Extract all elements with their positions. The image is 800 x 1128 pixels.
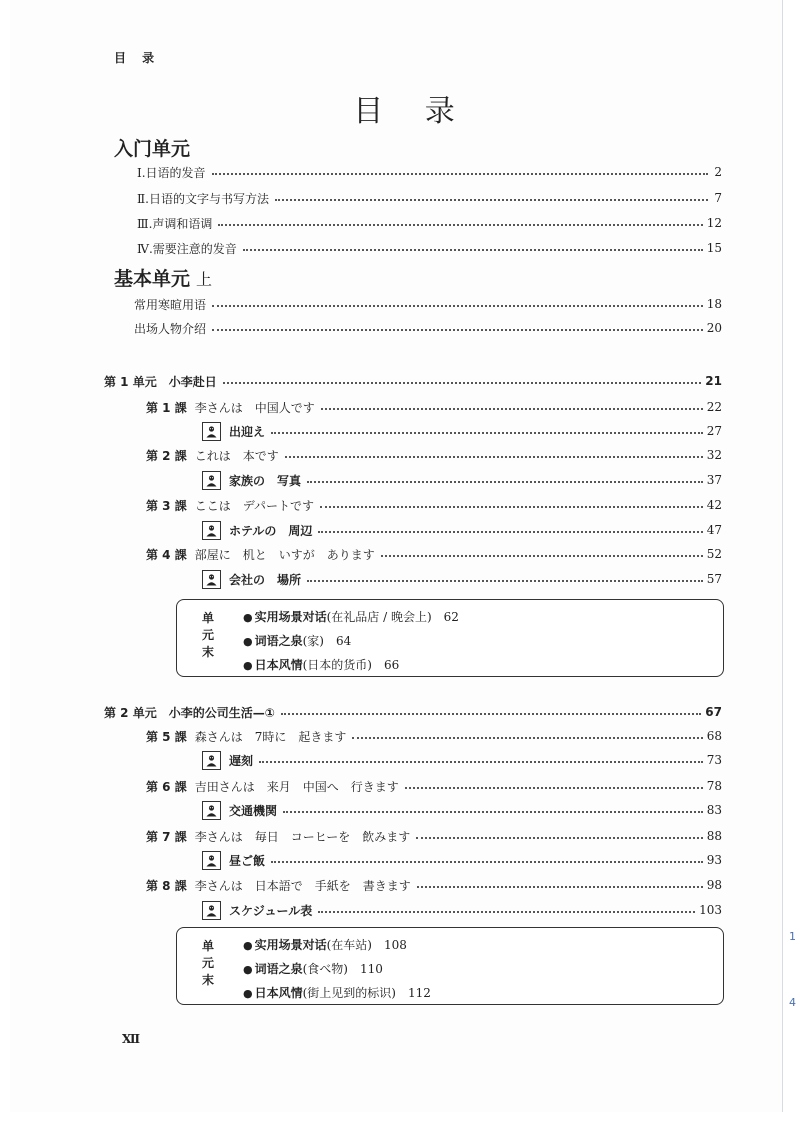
toc-entry[interactable] <box>10 163 722 181</box>
box-item-detail: (家) <box>302 634 324 648</box>
entry-label: Ⅱ.日语的文字与书写方法 <box>137 191 269 206</box>
toc-entry[interactable] <box>10 214 722 232</box>
lesson-title: 李さんは 日本語で 手紙を 書きます <box>194 878 411 893</box>
entry-page: 47 <box>706 523 722 537</box>
topic-title: 会社の 場所 <box>229 572 302 587</box>
entry-page: 7 <box>714 191 722 205</box>
leader-dots <box>212 305 703 307</box>
box-item[interactable] <box>243 656 399 673</box>
leader-dots <box>218 224 702 226</box>
box-item-page: 64 <box>336 634 352 648</box>
lesson-entry[interactable] <box>10 727 722 745</box>
lesson-entry[interactable] <box>10 398 722 416</box>
lesson-entry[interactable] <box>10 496 722 514</box>
leader-dots <box>283 811 703 813</box>
topic-title: スケジュール表 <box>229 903 313 918</box>
entry-page: 37 <box>706 473 722 487</box>
leader-dots <box>271 432 703 434</box>
bullet-icon: ● <box>243 659 253 672</box>
leader-dots <box>212 173 708 175</box>
entry-page: 20 <box>706 321 722 335</box>
lesson-entry[interactable] <box>10 827 722 845</box>
lesson-title: 吉田さんは 来月 中国へ 行きます <box>194 779 399 794</box>
lesson-title: これは 本です <box>194 448 279 463</box>
box-item-name: 日本风情 <box>254 658 303 672</box>
topic-title: 交通機関 <box>229 803 278 818</box>
toc-page <box>10 0 783 1112</box>
running-header: 目 录 <box>114 51 161 65</box>
topic-entry[interactable] <box>10 570 722 588</box>
unit-number: 第 1 单元 <box>104 374 157 389</box>
entry-page: 21 <box>705 374 722 388</box>
lesson-number: 第 6 課 <box>146 779 187 794</box>
entry-page: 88 <box>706 829 722 843</box>
lesson-number: 第 5 課 <box>146 729 187 744</box>
box-item-page: 110 <box>360 962 383 976</box>
lesson-entry[interactable] <box>10 545 722 563</box>
intro-section-title: 入门单元 <box>114 138 191 160</box>
entry-label: Ⅰ.日语的发音 <box>137 165 206 180</box>
entry-page: 57 <box>706 572 722 586</box>
topic-entry[interactable] <box>10 901 722 919</box>
edge-marker: 4 <box>789 996 796 1009</box>
unit-heading[interactable] <box>10 703 722 721</box>
lesson-entry[interactable] <box>10 876 722 894</box>
basic-section-title <box>114 264 212 291</box>
lesson-number: 第 7 課 <box>146 829 187 844</box>
entry-page: 32 <box>706 448 722 462</box>
entry-label: Ⅳ.需要注意的发音 <box>137 241 237 256</box>
box-item-page: 66 <box>384 658 400 672</box>
entry-page: 83 <box>706 803 722 817</box>
page-number: Ⅻ <box>122 1032 141 1046</box>
box-item-name: 日本风情 <box>254 986 303 1000</box>
leader-dots <box>259 761 703 763</box>
lesson-number: 第 3 課 <box>146 498 187 513</box>
box-item-name: 词语之泉 <box>254 962 303 976</box>
box-item-detail: (在礼品店 / 晚会上) <box>326 610 432 624</box>
box-item-page: 62 <box>443 610 459 624</box>
leader-dots <box>243 249 703 251</box>
leader-dots <box>223 382 702 384</box>
entry-page: 98 <box>706 878 722 892</box>
leader-dots <box>275 199 708 201</box>
bullet-icon: ● <box>243 963 253 976</box>
leader-dots <box>352 737 702 739</box>
leader-dots <box>285 456 703 458</box>
basic-title-sub: 上 <box>196 270 213 289</box>
lesson-title: 森さんは 7時に 起きます <box>194 729 347 744</box>
leader-dots <box>271 861 703 863</box>
lesson-entry[interactable] <box>10 777 722 795</box>
bullet-icon: ● <box>243 611 253 624</box>
box-item[interactable] <box>243 632 351 649</box>
box-item-detail: (日本的货币) <box>302 658 372 672</box>
lesson-title: ここは デパートです <box>194 498 314 513</box>
topic-title: ホテルの 周辺 <box>229 523 313 538</box>
unit-title: 小李赴日 <box>168 374 217 389</box>
box-item[interactable] <box>243 936 407 953</box>
person-icon <box>202 570 221 589</box>
box-item-page: 108 <box>384 938 407 952</box>
person-icon <box>202 471 221 490</box>
lesson-title: 李さんは 毎日 コーヒーを 飲みます <box>194 829 411 844</box>
leader-dots <box>320 506 703 508</box>
topic-entry[interactable] <box>10 851 722 869</box>
entry-page: 42 <box>706 498 722 512</box>
toc-entry[interactable] <box>10 189 722 207</box>
lesson-number: 第 1 課 <box>146 400 187 415</box>
topic-title: 遅刻 <box>229 753 254 768</box>
person-icon <box>202 521 221 540</box>
bullet-icon: ● <box>243 939 253 952</box>
lesson-entry[interactable] <box>10 446 722 464</box>
person-icon <box>202 901 221 920</box>
unit-number: 第 2 单元 <box>104 705 157 720</box>
topic-entry[interactable] <box>10 801 722 819</box>
toc-entry[interactable] <box>10 319 722 337</box>
lesson-title: 部屋に 机と いすが あります <box>194 547 375 562</box>
box-item[interactable] <box>243 984 431 1001</box>
box-item[interactable] <box>243 608 459 625</box>
leader-dots <box>381 555 703 557</box>
entry-page: 68 <box>706 729 722 743</box>
leader-dots <box>321 408 703 410</box>
leader-dots <box>405 787 703 789</box>
unit-end-box <box>176 927 724 1005</box>
topic-entry[interactable] <box>10 422 722 440</box>
entry-page: 78 <box>706 779 722 793</box>
leader-dots <box>417 886 703 888</box>
topic-entry[interactable] <box>10 471 722 489</box>
unit-end-box <box>176 599 724 677</box>
leader-dots <box>281 713 701 715</box>
entry-page: 18 <box>706 297 722 311</box>
basic-title-text: 基本单元 <box>114 268 191 290</box>
box-item-detail: (在车站) <box>326 938 372 952</box>
box-item-name: 实用场景对话 <box>254 610 327 624</box>
unit-title: 小李的公司生活—① <box>168 705 275 720</box>
entry-label: Ⅲ.声调和语调 <box>137 216 213 231</box>
page-title: 目 录 <box>353 94 471 129</box>
toc-entry[interactable] <box>10 239 722 257</box>
bullet-icon: ● <box>243 635 253 648</box>
person-icon <box>202 801 221 820</box>
leader-dots <box>416 837 702 839</box>
topic-entry[interactable] <box>10 521 722 539</box>
box-item-name: 词语之泉 <box>254 634 303 648</box>
person-icon <box>202 751 221 770</box>
entry-label: 出场人物介绍 <box>134 321 207 336</box>
topic-title: 昼ご飯 <box>229 853 266 868</box>
leader-dots <box>307 481 703 483</box>
entry-page: 67 <box>705 705 722 719</box>
bullet-icon: ● <box>243 987 253 1000</box>
toc-entry[interactable] <box>10 295 722 313</box>
entry-page: 22 <box>706 400 722 414</box>
topic-entry[interactable] <box>10 751 722 769</box>
lesson-number: 第 8 課 <box>146 878 187 893</box>
entry-page: 73 <box>706 753 722 767</box>
entry-page: 27 <box>706 424 722 438</box>
box-label: 单元末 <box>201 611 214 659</box>
leader-dots <box>212 329 703 331</box>
topic-title: 家族の 写真 <box>229 473 302 488</box>
entry-page: 15 <box>706 241 722 255</box>
box-item[interactable] <box>243 960 383 977</box>
entry-page: 103 <box>699 903 722 917</box>
leader-dots <box>307 580 703 582</box>
box-item-page: 112 <box>408 986 431 1000</box>
entry-page: 2 <box>714 165 722 179</box>
person-icon <box>202 422 221 441</box>
person-icon <box>202 851 221 870</box>
unit-heading[interactable] <box>10 372 722 390</box>
lesson-number: 第 4 課 <box>146 547 187 562</box>
leader-dots <box>318 911 695 913</box>
lesson-number: 第 2 課 <box>146 448 187 463</box>
box-item-detail: (街上见到的标识) <box>302 986 396 1000</box>
entry-page: 93 <box>706 853 722 867</box>
box-item-name: 实用场景对话 <box>254 938 327 952</box>
leader-dots <box>318 531 702 533</box>
entry-page: 52 <box>706 547 722 561</box>
entry-page: 12 <box>706 216 722 230</box>
entry-label: 常用寒暄用语 <box>134 297 207 312</box>
topic-title: 出迎え <box>229 424 266 439</box>
edge-marker: 1 <box>789 930 796 943</box>
box-item-detail: (食べ物) <box>302 962 348 976</box>
box-label: 单元末 <box>201 939 214 987</box>
lesson-title: 李さんは 中国人です <box>194 400 315 415</box>
